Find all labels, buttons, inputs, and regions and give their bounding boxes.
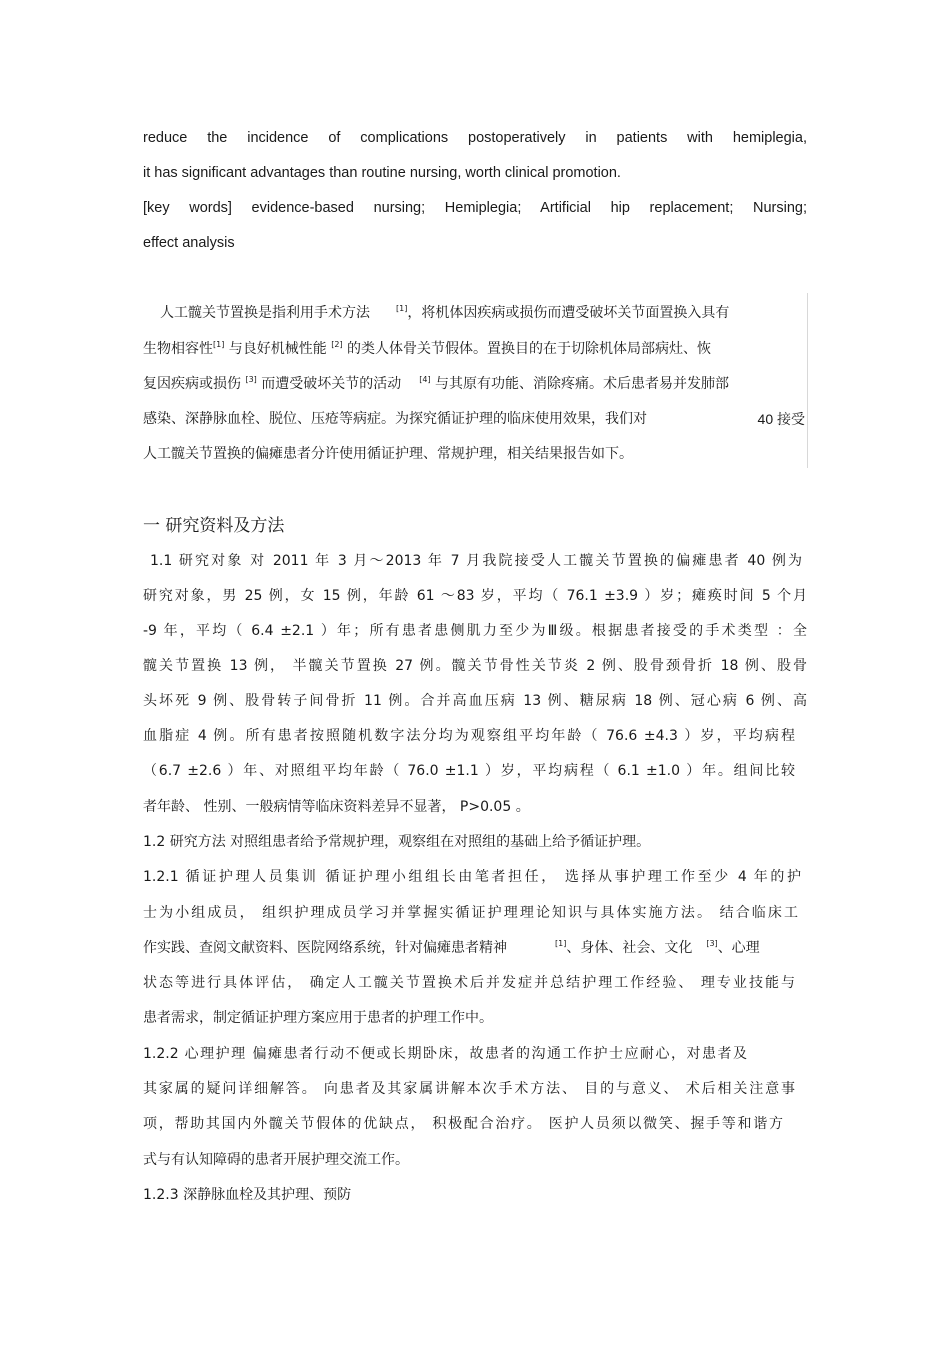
citation-ref: [4]: [419, 375, 431, 384]
para-1-2-1-line: 状态等进行具体评估， 确定人工髋关节置换术后并发症并总结护理工作经验、 理专业技能与: [143, 975, 795, 991]
para-1-1-line: 1.1 研究对象 对 2011 年 3 月～2013 年 7 月我院接受人工髋关节置换的偏瘫患者 40 例为: [150, 553, 802, 569]
para-1-1-line: （6.7 ±2.6 ）年、对照组平均年龄（ 76.0 ±1.1 ）岁，平均病程（ 6.1 ±1.0 ）年。组间比较: [143, 763, 795, 779]
para-1-2-1-line: 患者需求，制定循证护理方案应用于患者的护理工作中。: [143, 1010, 493, 1026]
keywords-line-2: effect analysis: [143, 235, 235, 251]
para-1-2-1-line: 1.2.1 循证护理人员集训 循证护理小组组长由笔者担任， 选择从事护理工作至少 4 年的护: [143, 869, 801, 885]
citation-ref: [1]: [213, 340, 225, 349]
citation-ref: [2]: [331, 340, 343, 349]
section-heading: 一 研究资料及方法: [143, 516, 285, 536]
para-1-2: 1.2 研究方法 对照组患者给予常规护理，观察组在对照组的基础上给予循证护理。: [143, 834, 651, 850]
para-1-1-line: 者年龄、 性别、一般病情等临床资料差异不显著， P>0.05 。: [143, 799, 530, 815]
abstract-line-1: reduce the incidence of complications postoperatively in patients with hemiplegia,: [143, 130, 807, 146]
intro-line-1: 人工髋关节置换是指利用手术方法 [1]，将机体因疾病或损伤而遭受破坏关节面置换入具有: [160, 304, 730, 321]
citation-ref: [3]: [245, 375, 257, 384]
para-1-2-2-line: 项，帮助其国内外髋关节假体的优缺点， 积极配合治疗。 医护人员须以微笑、握手等和谐方: [143, 1116, 783, 1132]
abstract-line-2: it has significant advantages than routine nursing, worth clinical promotion.: [143, 165, 621, 181]
para-1-2-2-line: 其家属的疑问详细解答。 向患者及其家属讲解本次手术方法、 目的与意义、 术后相关注意事: [143, 1081, 795, 1097]
intro-line-3: 复因疾病或损伤 [3] 而遭受破坏关节的活动 [4] 与其原有功能、消除疼痛。术后患者易并发肺部: [143, 375, 730, 392]
citation-ref: [3]: [706, 939, 718, 948]
para-1-1-line: 研究对象，男 25 例，女 15 例，年龄 61 ～83 岁，平均（ 76.1 ±3.9 ）岁；瘫痪时间 5 个月: [143, 588, 807, 604]
para-1-1-line: 髋关节置换 13 例， 半髋关节置换 27 例。髋关节骨性关节炎 2 例、股骨颈骨折 18 例、股骨: [143, 658, 807, 674]
intro-line-2: 生物相容性[1] 与良好机械性能 [2] 的类人体骨关节假体。置换目的在于切除机体局部病灶、恢: [143, 340, 712, 357]
citation-ref: [1]: [555, 939, 567, 948]
para-1-1-line: -9 年，平均（ 6.4 ±2.1 ）年；所有患者患侧肌力至少为Ⅲ级。根据患者接受的手术类型 ：全: [143, 623, 807, 639]
intro-line-4: 感染、深静脉血栓、脱位、压疮等病症。为探究循证护理的临床使用效果，我们对 40 接受: [143, 411, 805, 427]
para-1-2-3: 1.2.3 深静脉血栓及其护理、预防: [143, 1187, 352, 1203]
para-1-2-2-line: 1.2.2 心理护理 偏瘫患者行动不便或长期卧床，故患者的沟通工作护士应耐心，对患者及: [143, 1046, 747, 1062]
para-1-2-1-line: 士为小组成员， 组织护理成员学习并掌握实循证护理理论知识与具体实施方法。 结合临床工: [143, 905, 798, 921]
para-1-2-2-line: 式与有认知障碍的患者开展护理交流工作。: [143, 1152, 409, 1168]
para-1-2-1-line: 作实践、查阅文献资料、医院网络系统，针对偏瘫患者精神 [1]、身体、社会、文化 [3]、心理: [143, 939, 760, 956]
intro-line-5: 人工髋关节置换的偏瘫患者分许使用循证护理、常规护理，相关结果报告如下。: [143, 446, 633, 462]
keywords-line-1: [key words] evidence-based nursing; Hemiplegia; Artificial hip replacement; Nursing;: [143, 200, 807, 216]
para-1-1-line: 头坏死 9 例、股骨转子间骨折 11 例。合并高血压病 13 例、糖尿病 18 例、冠心病 6 例、高: [143, 693, 807, 709]
para-1-1-line: 血脂症 4 例。所有患者按照随机数字法分均为观察组平均年龄（ 76.6 ±4.3 ）岁，平均病程: [143, 728, 795, 744]
citation-ref: [1]: [396, 304, 408, 313]
